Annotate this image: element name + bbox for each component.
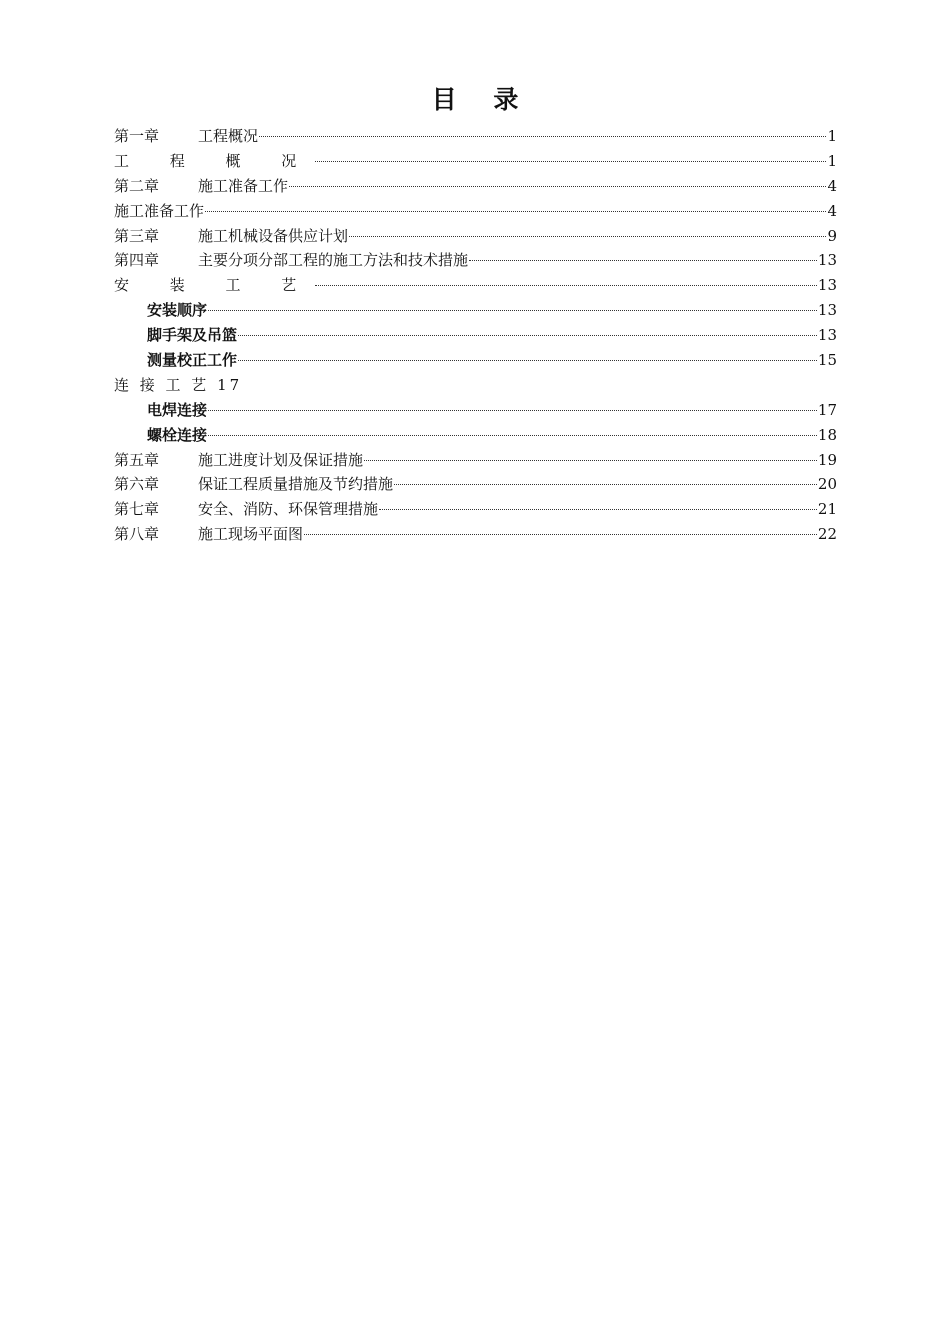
toc-page-number: 22 <box>817 525 837 544</box>
toc-entry-text: 工程概况 <box>198 127 259 145</box>
dot-leader <box>304 534 817 535</box>
dot-leader <box>259 136 826 137</box>
toc-entry-chapter-6[interactable] <box>114 472 837 497</box>
toc-entry-text: 主要分项分部工程的施工方法和技术措施 <box>198 251 469 270</box>
toc-entry-subsection[interactable] <box>114 423 837 448</box>
dot-leader <box>205 211 826 212</box>
toc-entry-section[interactable] <box>114 373 837 398</box>
toc-page-number: 19 <box>817 450 837 469</box>
toc-page-number: 21 <box>817 500 837 519</box>
chapter-label: 第七章 <box>114 500 160 519</box>
toc-entry-section[interactable] <box>114 273 837 298</box>
toc-entry-text: 脚手架及吊篮 <box>147 326 238 345</box>
toc-page-number: 9 <box>827 226 837 245</box>
toc-entry-subsection[interactable] <box>114 298 837 323</box>
toc-entry-subsection[interactable] <box>114 323 837 348</box>
dot-leader <box>315 161 826 162</box>
toc-entry-text: 施工准备工作 <box>114 201 205 220</box>
toc-page-number: 18 <box>817 425 837 444</box>
chapter-label: 第八章 <box>114 525 160 544</box>
toc-entry-text: 施工准备工作 <box>198 176 289 195</box>
toc-page-number: 17 <box>817 400 837 419</box>
toc-entry-text: 连 接 工 艺 17 <box>114 375 243 394</box>
toc-page-number: 20 <box>817 475 837 494</box>
chapter-label: 第六章 <box>114 475 160 494</box>
toc-entry-section[interactable] <box>114 149 837 174</box>
toc-entry-text: 安全、消防、环保管理措施 <box>198 500 379 519</box>
toc-entry-text: 施工进度计划及保证措施 <box>198 450 364 469</box>
dot-leader <box>238 335 817 336</box>
toc-page-number: 15 <box>817 351 837 370</box>
chapter-label: 第一章 <box>114 127 160 145</box>
toc-title: 目 录 <box>431 85 533 114</box>
dot-leader <box>315 285 817 286</box>
toc-page-number: 13 <box>817 326 837 345</box>
chapter-label: 第五章 <box>114 450 160 469</box>
toc-page-number: 4 <box>827 176 837 195</box>
dot-leader <box>349 236 826 237</box>
dot-leader <box>394 484 817 485</box>
toc-list <box>114 124 837 547</box>
dot-leader <box>364 460 817 461</box>
toc-entry-text: 螺栓连接 <box>147 425 208 444</box>
toc-page-number: 4 <box>827 201 837 220</box>
toc-entry-text: 工 程 概 况 <box>114 151 315 170</box>
toc-entry-chapter-5[interactable] <box>114 448 837 473</box>
toc-entry-text: 测量校正工作 <box>147 351 238 370</box>
toc-entry-text: 安装顺序 <box>147 301 208 320</box>
toc-entry-chapter-4[interactable] <box>114 248 837 273</box>
toc-entry-chapter-2[interactable] <box>114 174 837 199</box>
toc-entry-text: 施工机械设备供应计划 <box>198 226 349 245</box>
toc-entry-text: 电焊连接 <box>147 400 208 419</box>
toc-page-number: 13 <box>817 251 837 270</box>
dot-leader <box>208 410 817 411</box>
toc-entry-chapter-1[interactable] <box>114 124 837 149</box>
dot-leader <box>379 509 817 510</box>
dot-leader <box>289 186 826 187</box>
chapter-label: 第四章 <box>114 251 160 270</box>
toc-page-number: 13 <box>817 276 837 295</box>
toc-entry-chapter-7[interactable] <box>114 497 837 522</box>
dot-leader <box>208 435 817 436</box>
toc-page-number: 1 <box>827 127 837 145</box>
toc-entry-text: 安 装 工 艺 <box>114 276 315 295</box>
chapter-label: 第二章 <box>114 176 160 195</box>
chapter-label: 第三章 <box>114 226 160 245</box>
toc-entry-section[interactable] <box>114 199 837 224</box>
toc-entry-subsection[interactable] <box>114 398 837 423</box>
toc-entry-text: 保证工程质量措施及节约措施 <box>198 475 394 494</box>
dot-leader <box>238 360 817 361</box>
dot-leader <box>469 260 817 261</box>
toc-entry-subsection[interactable] <box>114 348 837 373</box>
dot-leader <box>208 310 817 311</box>
toc-entry-chapter-8[interactable] <box>114 522 837 547</box>
toc-page-number: 13 <box>817 301 837 320</box>
toc-page-number: 1 <box>827 151 837 170</box>
toc-entry-chapter-3[interactable] <box>114 224 837 249</box>
toc-entry-text: 施工现场平面图 <box>198 525 304 544</box>
